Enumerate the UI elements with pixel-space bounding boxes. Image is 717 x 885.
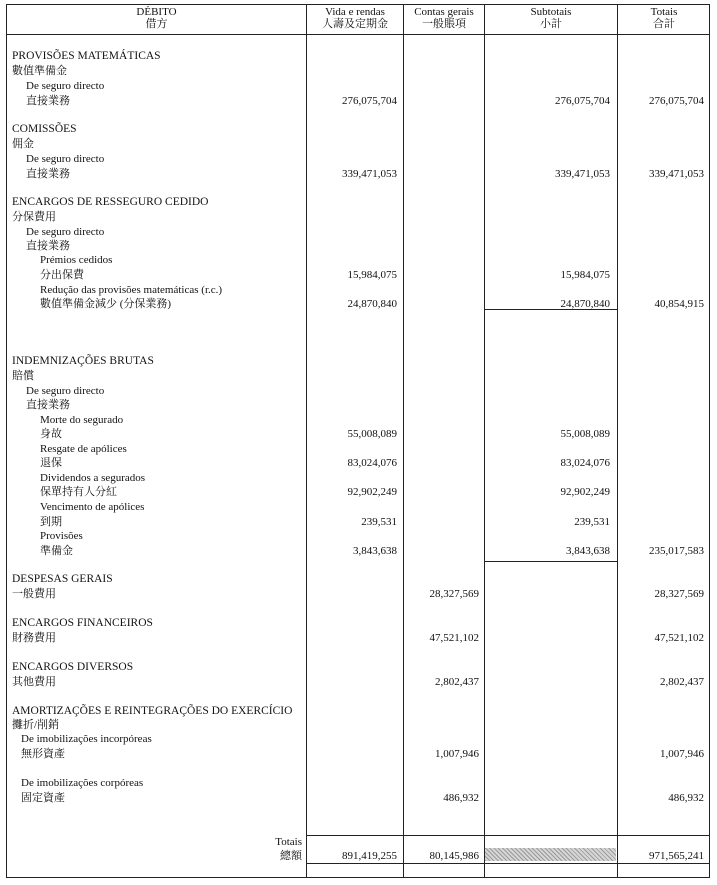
reins-ceded-subtotal: 15,984,075 (560, 269, 610, 281)
claims-provisions: Provisões (40, 530, 83, 542)
claims-dividends-zh: 保單持有人分紅 (40, 486, 117, 498)
amort-intangible: De imobilizações incorpóreas (21, 733, 152, 745)
fin-general: 47,521,102 (429, 632, 479, 644)
math-title-zh: 數值準備金 (12, 65, 67, 77)
header-general: Contas gerais 一般賬項 (414, 6, 474, 30)
reins-ceded: Prémios cedidos (40, 254, 113, 266)
genexp-total: 28,327,569 (654, 588, 704, 600)
totals-subtotal-hatched (485, 848, 616, 861)
claims-surrender: Resgate de apólices (40, 443, 127, 455)
amort-tangible: De imobilizações corpóreas (21, 777, 144, 789)
totals-life: 891,419,255 (342, 850, 397, 862)
reins-reduction-life: 24,870,840 (347, 298, 397, 310)
math-subtotal: 276,075,704 (555, 95, 610, 107)
amort-tangible-general: 486,932 (443, 792, 479, 804)
header-debit: DÉBITO 借方 (136, 6, 177, 30)
fin-title: ENCARGOS FINANCEIROS (12, 617, 153, 629)
col-divider-1 (306, 5, 307, 877)
reins-reduction-subtotal: 24,870,840 (560, 298, 610, 310)
reins-ceded-zh: 分出保費 (40, 269, 84, 281)
header-subtotal: Subtotais 小計 (530, 6, 572, 30)
col-divider-3 (484, 5, 485, 877)
claims-surrender-zh: 退保 (40, 457, 62, 469)
claims-death-zh: 身故 (40, 428, 62, 440)
reins-title: ENCARGOS DE RESSEGURO CEDIDO (12, 196, 209, 208)
claims-surrender-subtotal: 83,024,076 (560, 457, 610, 469)
amort-tangible-zh: 固定資產 (21, 792, 65, 804)
amort-tangible-total: 486,932 (668, 792, 704, 804)
claims-title: INDEMNIZAÇÕES BRUTAS (12, 355, 154, 367)
claims-maturity: Vencimento de apólices (40, 501, 145, 513)
claims-title-zh: 賠償 (12, 370, 34, 382)
genexp-title-zh: 一般費用 (12, 588, 56, 600)
claims-surrender-life: 83,024,076 (347, 457, 397, 469)
claims-maturity-life: 239,531 (361, 516, 397, 528)
misc-title-zh: 其他費用 (12, 676, 56, 688)
claims-total: 235,017,583 (649, 545, 704, 557)
reins-direct: De seguro directo (26, 226, 105, 238)
totals-label: Totais (275, 836, 302, 848)
claims-death-life: 55,008,089 (347, 428, 397, 440)
comm-direct-zh: 直接業務 (26, 168, 70, 180)
reins-ceded-life: 15,984,075 (347, 269, 397, 281)
claims-provisions-subtotal: 3,843,638 (566, 545, 610, 557)
comm-direct: De seguro directo (26, 153, 105, 165)
comm-total: 339,471,053 (649, 168, 704, 180)
misc-title: ENCARGOS DIVERSOS (12, 661, 134, 673)
debit-ledger-table (6, 4, 710, 878)
comm-title-zh: 佣金 (12, 138, 34, 150)
claims-direct-zh: 直接業務 (26, 399, 70, 411)
totals-total: 971,565,241 (649, 850, 704, 862)
comm-life: 339,471,053 (342, 168, 397, 180)
totals-general: 80,145,986 (429, 850, 479, 862)
totals-label-zh: 總額 (280, 850, 302, 862)
genexp-title: DESPESAS GERAIS (12, 573, 113, 585)
reins-total: 40,854,915 (654, 298, 704, 310)
math-life: 276,075,704 (342, 95, 397, 107)
fin-total: 47,521,102 (654, 632, 704, 644)
misc-general: 2,802,437 (435, 676, 479, 688)
amort-intangible-general: 1,007,946 (435, 748, 479, 760)
claims-provisions-life: 3,843,638 (353, 545, 397, 557)
comm-title: COMISSÕES (12, 123, 77, 135)
math-total: 276,075,704 (649, 95, 704, 107)
reins-direct-zh: 直接業務 (26, 240, 70, 252)
claims-maturity-zh: 到期 (40, 516, 62, 528)
claims-provisions-zh: 準備金 (40, 545, 73, 557)
misc-total: 2,802,437 (660, 676, 704, 688)
comm-subtotal: 339,471,053 (555, 168, 610, 180)
reins-title-zh: 分保費用 (12, 211, 56, 223)
header-rule (7, 34, 709, 35)
claims-direct: De seguro directo (26, 385, 105, 397)
claims-death: Morte do segurado (40, 414, 124, 426)
claims-dividends: Dividendos a segurados (40, 472, 146, 484)
fin-title-zh: 財務費用 (12, 632, 56, 644)
amort-intangible-total: 1,007,946 (660, 748, 704, 760)
amort-title: AMORTIZAÇÕES E REINTEGRAÇÕES DO EXERCÍCIO (12, 705, 293, 717)
header-totals: Totais 合計 (650, 6, 678, 30)
claims-dividends-life: 92,902,249 (347, 486, 397, 498)
reins-reduction-zh: 數值準備金減少 (分保業務) (40, 298, 172, 310)
totals-top-rule (307, 835, 709, 836)
claims-death-subtotal: 55,008,089 (560, 428, 610, 440)
amort-intangible-zh: 無形資產 (21, 748, 65, 760)
math-title: PROVISÕES MATEMÁTICAS (12, 50, 161, 62)
math-direct-zh: 直接業務 (26, 95, 70, 107)
header-life: Vida e rendas 人壽及定期金 (322, 6, 388, 30)
amort-title-zh: 攤折/削銷 (12, 719, 60, 731)
math-direct: De seguro directo (26, 80, 105, 92)
genexp-general: 28,327,569 (429, 588, 479, 600)
subtotal-rule-claims (485, 561, 617, 562)
reins-reduction: Redução das provisões matemáticas (r.c.) (40, 284, 223, 296)
claims-dividends-subtotal: 92,902,249 (560, 486, 610, 498)
claims-maturity-subtotal: 239,531 (574, 516, 610, 528)
totals-bottom-rule (307, 863, 709, 864)
